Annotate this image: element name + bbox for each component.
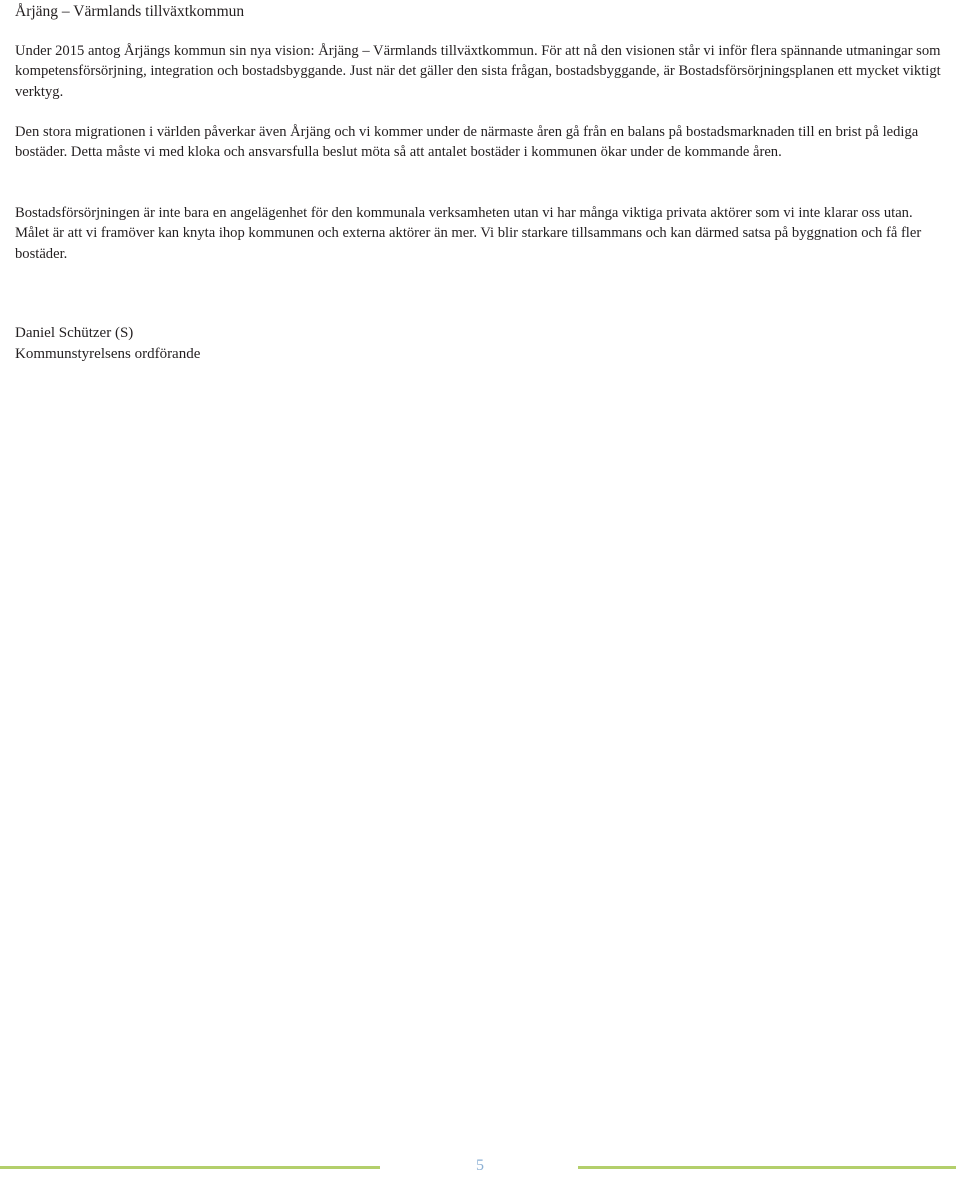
paragraph-migration: Den stora migrationen i världen påverkar även Årjäng och vi kommer under de närmaste åren gå från en balans på bostadsmarknaden till en brist på lediga bostäder. Detta måste vi med kloka och ansvarsfulla beslut möta så att antalet bostäder i kommunen ökar under de kommande åren. <box>15 124 919 161</box>
signature-block <box>15 323 200 364</box>
page-number: 5 <box>476 1157 484 1174</box>
signature-name: Daniel Schützer (S) <box>15 325 134 341</box>
paragraph-vision: Under 2015 antog Årjängs kommun sin nya vision: Årjäng – Värmlands tillväxtkommun. För att nå den visionen står vi inför flera spännande utmaningar som kompetensförsörjning, integration och bostadsbyggande. Just när det gäller den sista frågan, bostadsbyggande, är Bostadsförsörjningsplanen ett mycket viktigt verktyg. <box>15 43 941 100</box>
signature-role: Kommunstyrelsens ordförande <box>15 345 201 362</box>
paragraph-housing-supply: Bostadsförsörjningen är inte bara en angelägenhet för den kommunala verksamheten utan vi har många viktiga privata aktörer som vi inte klarar oss utan. Målet är att vi framöver kan knyta ihop kommunen och externa aktörer än mer. Vi blir starkare tillsammans och kan därmed satsa på byggnation och få fler bostäder. <box>15 205 922 262</box>
footer-divider-right <box>578 1166 956 1169</box>
page-title: Årjäng – Värmlands tillväxtkommun <box>15 3 245 20</box>
footer-divider-left <box>0 1166 380 1169</box>
